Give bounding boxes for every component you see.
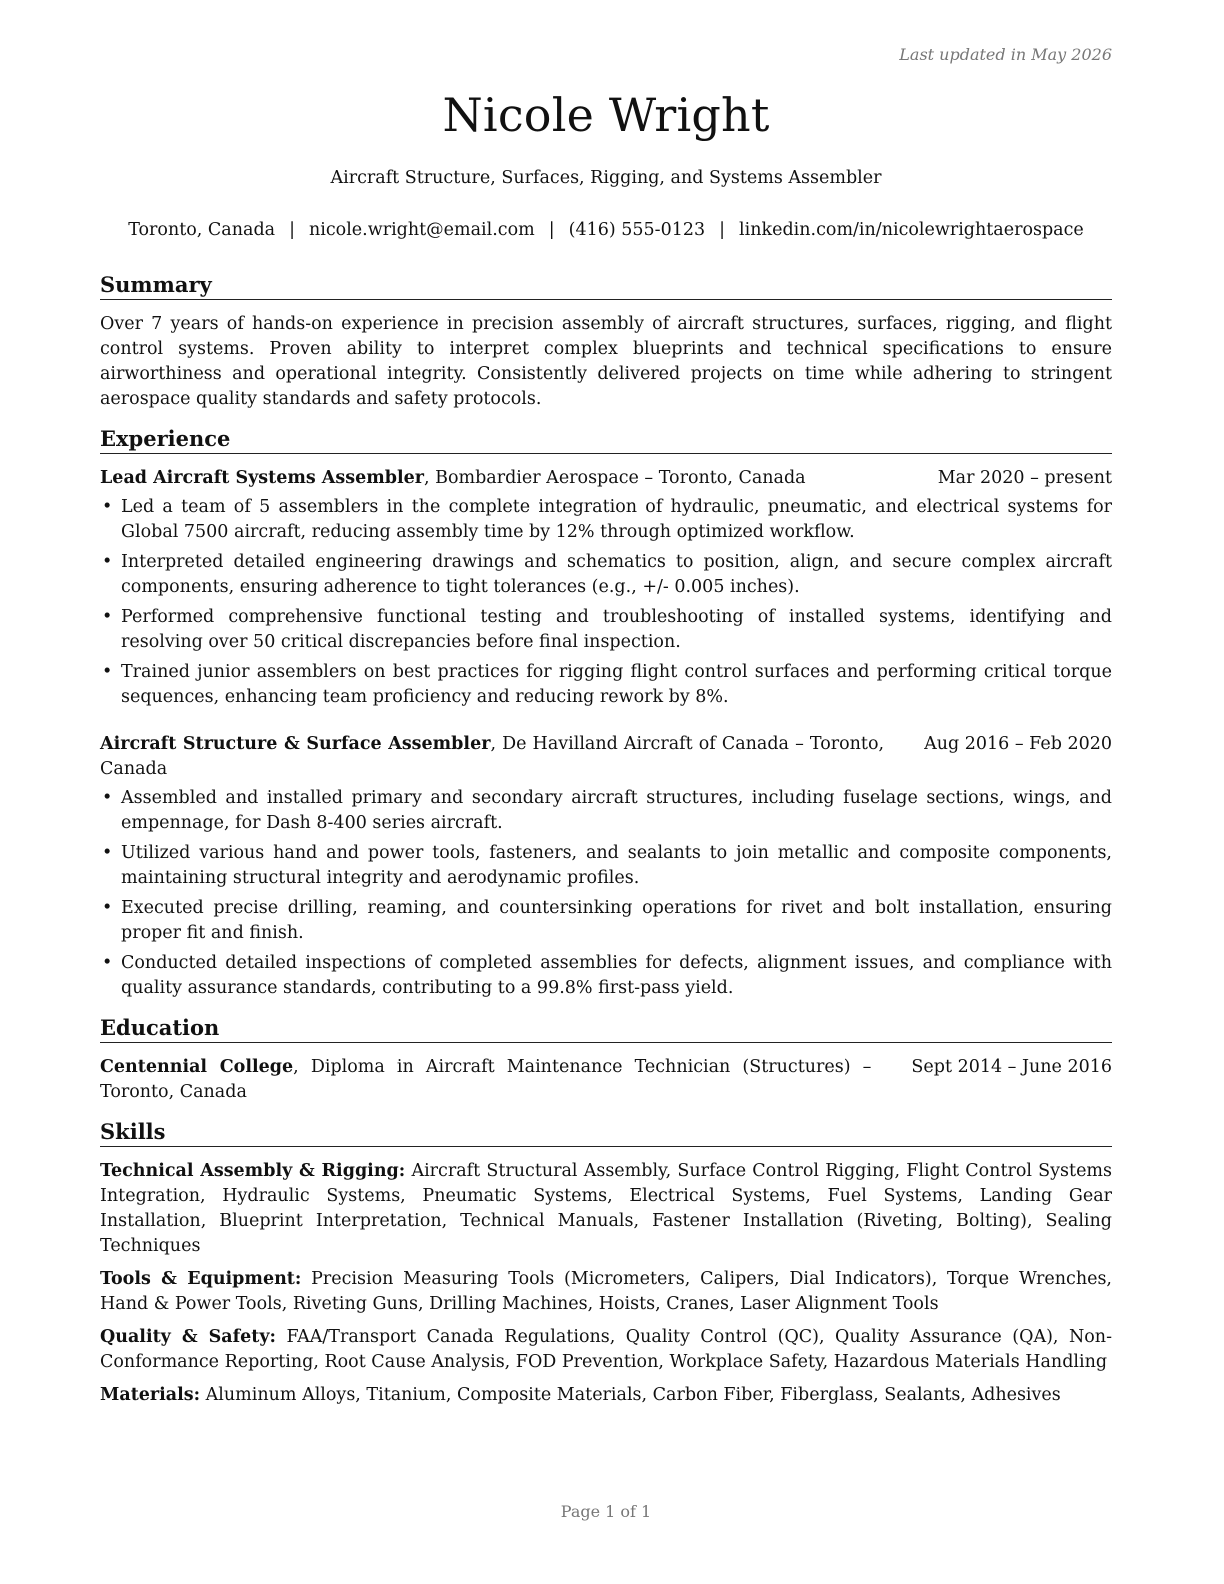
list-item xyxy=(100,660,1112,710)
candidate-headline: Aircraft Structure, Surfaces, Rigging, and Systems Assembler xyxy=(330,168,882,188)
job-organization: , Bombardier Aerospace – Toronto, Canada xyxy=(423,468,806,488)
education-section xyxy=(100,1015,1112,1105)
experience-entry-header xyxy=(100,732,1112,782)
bullet-text: Conducted detailed inspections of completed assemblies for defects, alignment issues, and compliance with quality assurance standards, contributing to a 99.8% first-pass yield. xyxy=(121,953,1112,998)
candidate-name: Nicole Wright xyxy=(442,88,770,142)
skill-group-items: Aircraft Structural Assembly, Surface Control Rigging, Flight Control Systems Integration, Hydraulic Systems, Pneumatic Systems, Electrical Systems, Fuel Systems, Landing Gear Installation, Blueprint Interpretation, Technical Manuals, Fastener Installation (Riveting, Bolting), Sealing Techniques xyxy=(100,1161,1112,1256)
job-role: Aircraft Structure & Surface Assembler xyxy=(100,734,491,754)
experience-section xyxy=(100,426,1112,1001)
skill-group xyxy=(100,1325,1112,1375)
resume-content xyxy=(100,272,1112,1422)
resume-page xyxy=(100,0,1112,1584)
bullet-text: Trained junior assemblers on best practices for rigging flight control surfaces and performing critical torque sequences, enhancing team proficiency and reducing rework by 8%. xyxy=(121,662,1112,707)
list-item xyxy=(100,550,1112,600)
bullet-icon: • xyxy=(102,607,113,627)
contact-separator: | xyxy=(548,220,555,240)
list-item xyxy=(100,951,1112,1001)
education-dates: Sept 2014 – June 2016 xyxy=(911,1057,1112,1077)
experience-entry xyxy=(100,732,1112,1001)
job-dates: Aug 2016 – Feb 2020 xyxy=(924,734,1112,754)
last-updated-note: Last updated in May 2026 xyxy=(899,45,1112,64)
section-title-experience: Experience xyxy=(100,426,1112,454)
list-item xyxy=(100,495,1112,545)
contact-separator: | xyxy=(719,220,726,240)
bullet-text: Executed precise drilling, reaming, and countersinking operations for rivet and bolt installation, ensuring proper fit and finish. xyxy=(121,898,1112,943)
bullet-text: Led a team of 5 assemblers in the complete integration of hydraulic, pneumatic, and electrical systems for Global 7500 aircraft, reducing assembly time by 12% through optimized workflow. xyxy=(121,497,1112,542)
section-title-education: Education xyxy=(100,1015,1112,1043)
skill-group xyxy=(100,1267,1112,1317)
bullet-text: Assembled and installed primary and secondary aircraft structures, including fuselage sections, wings, and empennage, for Dash 8-400 series aircraft. xyxy=(121,788,1112,833)
skill-group-label: Materials: xyxy=(100,1385,201,1405)
skills-section xyxy=(100,1119,1112,1408)
skill-group xyxy=(100,1383,1112,1408)
bullet-icon: • xyxy=(102,662,113,682)
job-dates: Mar 2020 – present xyxy=(937,468,1112,488)
contact-email-link[interactable]: nicole.wright@email.com xyxy=(309,220,535,240)
contact-phone: (416) 555-0123 xyxy=(568,220,706,240)
skill-group-label: Technical Assembly & Rigging: xyxy=(100,1161,406,1181)
job-bullets xyxy=(100,786,1112,1001)
skill-group-items: Precision Measuring Tools (Micrometers, Calipers, Dial Indicators), Torque Wrenches, Hand & Power Tools, Riveting Guns, Drilling Machines, Hoists, Cranes, Laser Alignment Tools xyxy=(100,1269,1112,1314)
school-name: Centennial College xyxy=(100,1057,294,1077)
list-item xyxy=(100,786,1112,836)
contact-line xyxy=(100,220,1112,240)
job-bullets xyxy=(100,495,1112,710)
education-program xyxy=(100,1055,911,1105)
section-title-summary: Summary xyxy=(100,272,1112,300)
skill-group-items: FAA/Transport Canada Regulations, Quality Control (QC), Quality Assurance (QA), Non-Conformance Reporting, Root Cause Analysis, FOD Prevention, Workplace Safety, Hazardous Materials Handling xyxy=(100,1327,1112,1372)
skill-group-label: Quality & Safety: xyxy=(100,1327,277,1347)
bullet-text: Utilized various hand and power tools, fasteners, and sealants to join metallic and composite components, maintaining structural integrity and aerodynamic profiles. xyxy=(121,843,1112,888)
experience-entry-header xyxy=(100,466,1112,491)
list-item xyxy=(100,605,1112,655)
skill-group xyxy=(100,1159,1112,1259)
summary-section xyxy=(100,272,1112,412)
bullet-text: Performed comprehensive functional testing and troubleshooting of installed systems, identifying and resolving over 50 critical discrepancies before final inspection. xyxy=(121,607,1112,652)
section-title-skills: Skills xyxy=(100,1119,1112,1147)
bullet-icon: • xyxy=(102,788,113,808)
education-entry xyxy=(100,1055,1112,1105)
bullet-icon: • xyxy=(102,843,113,863)
experience-entry xyxy=(100,466,1112,710)
contact-location: Toronto, Canada xyxy=(128,220,276,240)
education-entry-header xyxy=(100,1055,1112,1105)
skill-group-label: Tools & Equipment: xyxy=(100,1269,302,1289)
page-number: Page 1 of 1 xyxy=(560,1502,652,1521)
job-organization: , De Havilland Aircraft of Canada – Toronto, Canada xyxy=(100,734,885,779)
bullet-icon: • xyxy=(102,497,113,517)
summary-text: Over 7 years of hands-on experience in precision assembly of aircraft structures, surfaces, rigging, and flight control systems. Proven ability to interpret complex blueprints and technical specifications to ensure airworthiness and operational integrity. Consistently delivered projects on time while adhering to stringent aerospace quality standards and safety protocols. xyxy=(100,314,1112,409)
list-item xyxy=(100,841,1112,891)
list-item xyxy=(100,896,1112,946)
experience-position xyxy=(100,466,938,491)
bullet-icon: • xyxy=(102,898,113,918)
contact-linkedin-link[interactable]: linkedin.com/in/nicolewrightaerospace xyxy=(739,220,1084,240)
experience-position xyxy=(100,732,924,782)
bullet-text: Interpreted detailed engineering drawings and schematics to position, align, and secure complex aircraft components, ensuring adherence to tight tolerances (e.g., +/- 0.005 inches). xyxy=(121,552,1112,597)
bullet-icon: • xyxy=(102,552,113,572)
bullet-icon: • xyxy=(102,953,113,973)
contact-separator: | xyxy=(289,220,295,240)
skill-group-items: Aluminum Alloys, Titanium, Composite Materials, Carbon Fiber, Fiberglass, Sealants, Adhesives xyxy=(200,1385,1061,1405)
job-role: Lead Aircraft Systems Assembler xyxy=(100,468,424,488)
education-detail: , Diploma in Aircraft Maintenance Technician (Structures) – Toronto, Canada xyxy=(100,1057,872,1102)
